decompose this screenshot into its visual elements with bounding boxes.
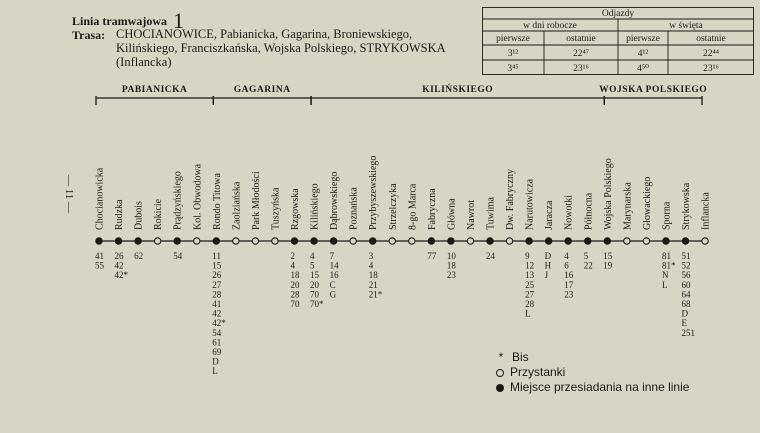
stop-icon	[506, 238, 512, 244]
stop-name: Fabryczna	[426, 188, 438, 230]
stop	[192, 163, 203, 244]
street-name: WOJSKA POLSKIEGO	[599, 85, 708, 95]
stop	[622, 182, 633, 245]
connecting-line: 56	[681, 270, 691, 281]
legend-stops-label: Przystanki	[510, 365, 566, 379]
stop-name: Rokicie	[153, 198, 165, 230]
stop	[290, 188, 301, 309]
stop	[251, 171, 262, 244]
weekday-first-header: pierwsze	[496, 34, 530, 44]
departures-table	[482, 7, 754, 75]
transfer-stop-icon	[291, 238, 297, 244]
connecting-line: 81*	[661, 260, 676, 271]
connecting-line: 17	[564, 279, 574, 290]
stop	[134, 201, 145, 261]
connecting-line: L	[525, 308, 531, 319]
connecting-line: 21	[368, 279, 378, 290]
transfer-stop-icon	[428, 238, 434, 244]
stop-name: Tuwima	[485, 197, 497, 230]
connecting-line: 28	[525, 299, 535, 309]
holiday-first-header: pierwsze	[626, 34, 660, 44]
transfer-stop-icon	[487, 238, 493, 244]
departure-cell: 23¹⁶	[703, 64, 719, 74]
stop-name: Główna	[446, 198, 458, 230]
connecting-line: 2	[290, 251, 295, 261]
legend-bis-label: Bis	[512, 350, 529, 364]
stop	[446, 198, 457, 280]
stop-name: Zaolziańska	[231, 181, 243, 230]
transfer-stop-icon	[115, 238, 121, 244]
stop-name: Wojska Polskiego	[602, 158, 614, 230]
stop-name: Tuszyńska	[270, 187, 282, 230]
connecting-line: 62	[134, 251, 144, 261]
departure-cell: 3⁴⁵	[507, 64, 519, 74]
stop-icon	[154, 238, 160, 244]
connecting-line: 18	[446, 260, 456, 271]
transfer-stop-icon	[604, 238, 610, 244]
stop	[310, 183, 325, 309]
stop-name: Rudzka	[114, 199, 126, 230]
connecting-line: 54	[173, 251, 183, 261]
connecting-line: 5	[583, 251, 589, 261]
connecting-line: 15	[603, 251, 613, 261]
stop	[661, 201, 676, 290]
connecting-line: 60	[681, 279, 691, 290]
stop	[466, 200, 477, 244]
connecting-line: 28	[290, 289, 300, 300]
stop	[564, 195, 575, 300]
connecting-line: 6	[564, 260, 569, 271]
stop	[407, 183, 418, 244]
stop-icon	[252, 238, 258, 244]
connecting-line: 51	[681, 251, 691, 261]
stop-name: Kol. Obwodowa	[192, 163, 204, 230]
connecting-line: N	[661, 270, 669, 281]
stop-name: Chocianowicka	[94, 167, 106, 230]
stop-name: Północna	[583, 192, 595, 230]
stop-icon	[643, 238, 649, 244]
connecting-line: 55	[95, 260, 104, 271]
stop-name: Marynarska	[622, 182, 634, 230]
stop-name: Narutowicza	[524, 178, 536, 230]
transfer-stop-icon	[448, 238, 454, 244]
stop	[231, 181, 242, 244]
connecting-line: 19	[603, 260, 613, 271]
connecting-line: 64	[681, 289, 691, 300]
connecting-line: 42	[212, 308, 222, 319]
connecting-line: 81	[661, 251, 671, 261]
connecting-line: D	[681, 308, 688, 319]
stop-icon	[272, 238, 278, 244]
connecting-line: 27	[525, 289, 535, 300]
stop-icon	[624, 238, 630, 244]
stop	[114, 199, 129, 280]
line-number: 1	[173, 8, 184, 33]
connecting-line: 69	[212, 347, 222, 357]
connecting-line: D	[212, 356, 219, 367]
stop	[427, 188, 438, 261]
legend-bis	[496, 350, 689, 365]
connecting-line: 41	[95, 251, 104, 261]
connecting-line: 15	[310, 270, 320, 281]
stop	[583, 192, 594, 270]
street-section	[96, 85, 213, 105]
stop-name: Poznańska	[348, 187, 360, 230]
stop-name: Sporna	[661, 201, 673, 230]
connecting-line: 5	[310, 260, 315, 271]
asterisk-icon: *	[498, 350, 504, 364]
transfer-stop-icon	[213, 238, 219, 244]
connecting-line: G	[329, 289, 337, 300]
street-section	[311, 83, 604, 105]
weekday-last-header: ostatnie	[566, 34, 596, 44]
route-label: Trasa:	[72, 28, 106, 42]
stop	[368, 156, 383, 300]
stop-name: Rzgowska	[290, 188, 301, 230]
open-circle-icon	[496, 369, 504, 377]
connecting-line: 28	[212, 289, 222, 300]
connecting-line: J	[544, 270, 549, 281]
connecting-line: 10	[446, 251, 456, 261]
departure-cell: 3¹²	[507, 49, 519, 59]
stop-icon	[467, 238, 473, 244]
stop	[525, 178, 536, 318]
weekdays-header: w dni robocze	[523, 21, 577, 31]
stop-name: Przybyszewskiego	[368, 155, 380, 230]
departures-title: Odjazdy	[601, 9, 635, 19]
street-name: KILIŃSKIEGO	[422, 85, 494, 95]
transfer-stop-icon	[370, 238, 376, 244]
connecting-line: L	[661, 279, 668, 290]
transfer-stop-icon	[663, 238, 669, 244]
transfer-stop-icon	[565, 238, 571, 244]
transfer-stop-icon	[96, 238, 102, 244]
street-name: GAGARINA	[233, 85, 291, 95]
stop	[486, 196, 497, 261]
stop-name: Strzelczyka	[387, 183, 399, 230]
stop-name: Rondo Titowa	[211, 173, 223, 230]
departure-cell: 22⁴⁴	[702, 49, 720, 59]
departure-cell: 4¹²	[637, 49, 649, 59]
connecting-line: 12	[525, 260, 535, 271]
connecting-line: 14	[329, 260, 339, 271]
connecting-line: 22	[583, 260, 593, 271]
legend-stops	[496, 365, 689, 380]
stop	[505, 169, 516, 244]
holiday-last-header: ostatnie	[696, 34, 726, 44]
holidays-header: w święta	[669, 21, 703, 31]
transfer-stop-icon	[545, 238, 551, 244]
stop-name: Park Młodości	[250, 171, 262, 230]
departure-cell: 22⁴⁷	[572, 49, 590, 59]
stop-name: Kilińskiego	[309, 183, 321, 230]
stop	[642, 177, 653, 245]
transfer-stop-icon	[135, 238, 141, 244]
street-section	[213, 85, 311, 105]
connecting-line: E	[681, 318, 687, 329]
connecting-line: 18	[368, 270, 378, 281]
transfer-stop-icon	[682, 238, 688, 244]
connecting-line: 42*	[212, 318, 226, 329]
stop-name: Dubois	[133, 201, 145, 230]
connecting-line: 70	[290, 299, 300, 309]
street-name: PABIANICKA	[121, 85, 188, 95]
connecting-line: 70	[310, 289, 320, 300]
transfer-stop-icon	[330, 238, 336, 244]
stop-icon	[702, 238, 708, 244]
stop-name: Dw. Fabryczny	[505, 168, 517, 230]
stop-name: Nawrot	[465, 200, 477, 230]
stop	[153, 198, 164, 244]
connecting-line: 7	[329, 251, 335, 261]
connecting-line: D	[544, 251, 552, 261]
stop-icon	[409, 238, 415, 244]
connecting-line: 42*	[114, 270, 129, 281]
connecting-line: 26	[114, 251, 124, 261]
connecting-line: 13	[525, 270, 535, 281]
stop	[329, 172, 340, 300]
stop	[212, 172, 227, 376]
stop-name: Dąbrowskiego	[329, 171, 341, 230]
connecting-line: C	[329, 279, 336, 290]
connecting-line: 16	[564, 270, 574, 281]
legend-transfer-label: Miejsce przesiadania na inne linie	[510, 380, 690, 394]
stop-name: 8-go Marca	[407, 183, 419, 230]
connecting-line: 15	[212, 260, 222, 271]
connecting-line: 68	[681, 299, 691, 309]
departure-cell: 4⁵⁰	[637, 64, 649, 74]
stop-name: Strykowska	[681, 182, 692, 230]
connecting-line: 54	[212, 327, 222, 338]
connecting-line: 251	[681, 327, 695, 338]
stop	[603, 158, 614, 270]
transfer-stop-icon	[311, 238, 317, 244]
stop-icon	[194, 238, 200, 244]
legend-transfer	[496, 380, 689, 395]
connecting-line: 4	[368, 260, 374, 271]
stop-name: Nowotki	[563, 195, 575, 230]
transfer-stop-icon	[585, 238, 591, 244]
connecting-line: 24	[486, 251, 495, 261]
connecting-line: 23	[564, 289, 574, 300]
stop-icon	[233, 238, 239, 244]
connecting-line: 61	[212, 337, 222, 348]
connecting-line: 20	[290, 279, 300, 290]
stop-name: Jaracza	[544, 200, 556, 230]
departure-cell: 23¹⁶	[573, 64, 589, 74]
connecting-line: H	[544, 260, 552, 271]
line-label: Linia tramwajowa	[72, 14, 167, 28]
connecting-line: 20	[310, 279, 320, 290]
stop	[173, 171, 184, 261]
connecting-line: 23	[446, 270, 456, 281]
stop-name: Inflancka	[700, 192, 712, 230]
legend	[496, 350, 689, 395]
connecting-line: L	[212, 366, 218, 377]
connecting-line: 26	[212, 270, 222, 281]
stop-name: Prądzyńskiego	[172, 171, 184, 230]
stop-icon	[389, 238, 395, 244]
stop	[349, 187, 360, 245]
street-section	[599, 85, 707, 105]
stop-icon	[350, 238, 356, 244]
connecting-line: 9	[525, 251, 530, 261]
filled-circle-icon	[496, 384, 504, 392]
stop	[388, 183, 399, 244]
connecting-line: 4	[564, 251, 569, 261]
transfer-stop-icon	[174, 238, 180, 244]
transfer-stop-icon	[526, 238, 532, 244]
stop	[701, 192, 712, 245]
connecting-line: 77	[427, 251, 437, 261]
connecting-line: 25	[525, 279, 535, 290]
stop	[95, 167, 106, 270]
stop	[270, 187, 281, 244]
connecting-line: 3	[368, 251, 374, 261]
connecting-line: 18	[290, 270, 300, 281]
connecting-line: 21*	[368, 289, 383, 300]
connecting-line: 41	[212, 299, 222, 309]
route-description: CHOCIANOWICE, Pabianicka, Gagarina, Broniewskiego, Kilińskiego, Franciszkańska, Wojska Polskiego, STRYKOWSKA (Inflancka)	[116, 27, 445, 69]
connecting-line: 11	[212, 251, 221, 261]
stop	[681, 182, 695, 338]
stop	[544, 200, 555, 280]
connecting-line: 16	[329, 270, 339, 281]
connecting-line: 27	[212, 279, 222, 290]
connecting-line: 4	[310, 251, 315, 261]
connecting-line: 70*	[310, 299, 324, 309]
connecting-line: 52	[681, 260, 691, 271]
connecting-line: 4	[290, 260, 295, 271]
page-number: — 11 —	[63, 174, 76, 214]
stop-name: Głowackiego	[641, 176, 653, 230]
connecting-line: 42	[114, 260, 124, 271]
